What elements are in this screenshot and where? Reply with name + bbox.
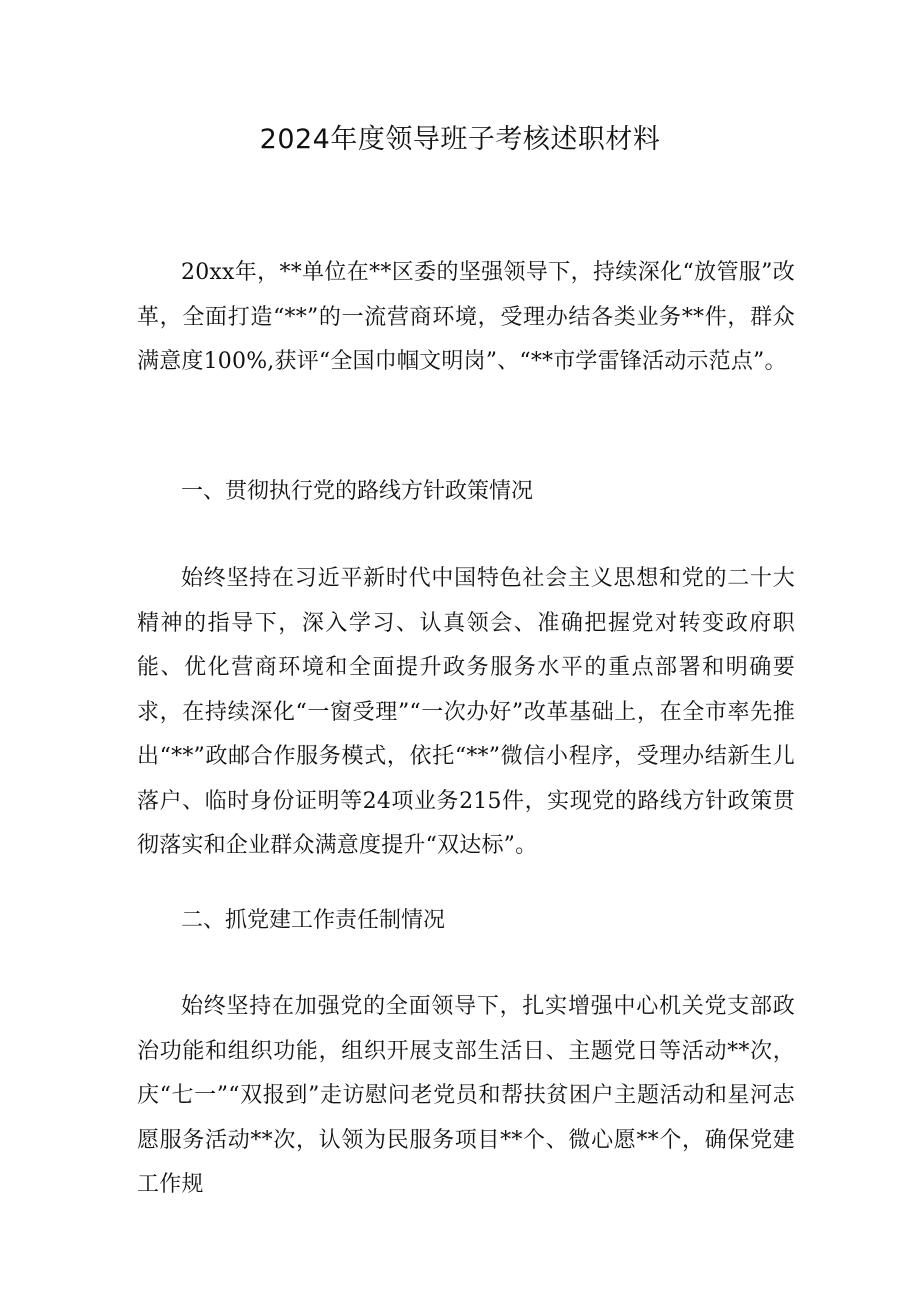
document-title: 2024年度领导班子考核述职材料 — [259, 124, 661, 155]
section-heading-1: 一、贯彻执行党的路线方针政策情况 — [181, 479, 534, 504]
section-body-1: 始终坚持在习近平新时代中国特色社会主义思想和党的二十大精神的指导下，深入学习、认真领会、准确把握党对转变政府职能、优化营商环境和全面提升政务服务水平的重点部署和明确要求，在持续深化“一窗受理”“一次办好”改革基础上，在全市率先推出“**”政邮合作服务模式，依托“**”微信小程序，受理办结新生儿落户、临时身份证明等24项业务215件，实现党的路线方针政策贯彻落实和企业群众满意度提升“双达标”。 — [137, 566, 795, 858]
section-body-2: 始终坚持在加强党的全面领导下，扎实增强中心机关党支部政治功能和组织功能，组织开展支部生活日、主题党日等活动**次，庆“七一”“双报到”走访慰问老党员和帮扶贫困户主题活动和星河志愿服务活动**次，认领为民服务项目**个、微心愿**个，确保党建工作规 — [137, 994, 795, 1197]
section-heading-2: 二、抓党建工作责任制情况 — [181, 908, 446, 933]
intro-paragraph: 20xx年，**单位在**区委的坚强领导下，持续深化“放管服”改革，全面打造“**”的一流营商环境，受理办结各类业务**件，群众满意度100%,获评“全国巾帼文明岗”、“**市学雷锋活动示范点”。 — [137, 260, 795, 374]
